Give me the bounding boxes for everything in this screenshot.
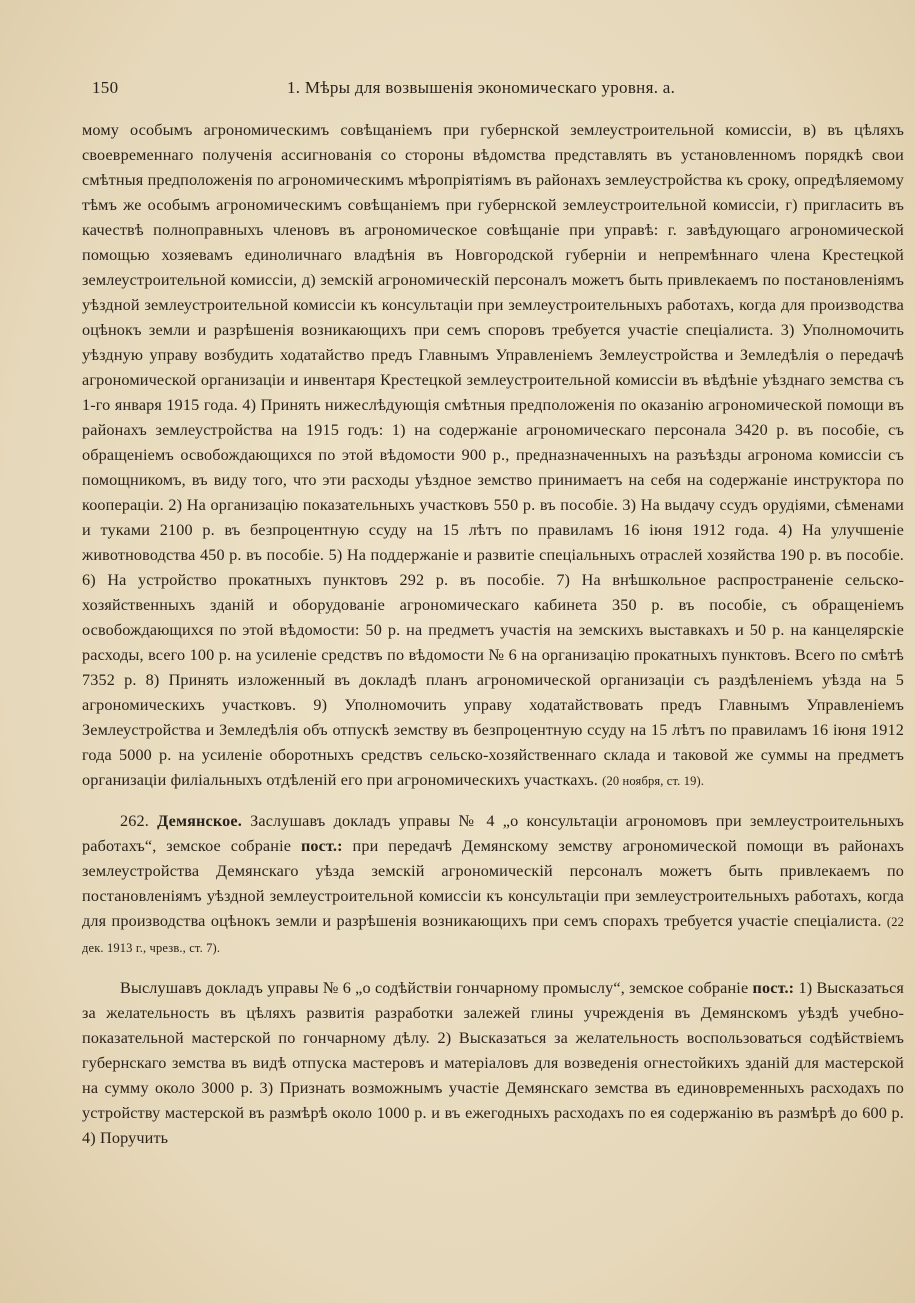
paragraph-text: при передачѣ Демянскому земству агрономической помощи въ районахъ землеустройства Демянскаго уѣзда земскій агрономическій персоналъ можетъ быть привлекаемъ по постановленіямъ уѣздной землеустроительной комиссіи къ консультаціи при землеустроительныхъ работахъ, когда для производства оцѣнокъ земли и разрѣшенія возникающихъ при семъ спорахъ требуется участіе спеціалиста.: [82, 837, 905, 930]
page-number: 150: [92, 78, 119, 97]
page-header: [92, 78, 812, 100]
paragraph-text: 1) Высказаться за желательность въ цѣляхъ развитія разработки залежей глины учрежденія въ Демянскомъ уѣздѣ учебно-показательной мастерской по гончарному дѣлу. 2) Высказаться за желательность воспользоваться содѣйствіемъ губернскаго земства въ видѣ отпуска мастеровъ и матеріаловъ для возведенія огнестойкихъ зданій для мастерской на сумму около 3000 р. 3) Признать возможнымъ участіе Демянскаго земства въ единовременныхъ расходахъ по устройству мастерской въ размѣрѣ около 1000 р. и въ ежегодныхъ расходахъ по ея содержанію въ размѣрѣ до 600 р. 4) Поручить: [82, 979, 905, 1147]
paragraph-text: мому особымъ агрономическимъ совѣщаніемъ при губернской землеустроительной комиссіи, в) въ цѣляхъ своевременнаго полученія ассигнованія со стороны вѣдомства представлять въ установленномъ порядкѣ свои смѣтныя предположенія по агрономическимъ мѣропріятіямъ въ районахъ землеустройства къ сроку, опредѣляемому тѣмъ же особымъ агрономическимъ совѣщаніемъ при губернской землеустроительной комиссіи, г) пригласить въ качествѣ полноправныхъ членовъ въ агрономическое совѣщаніе при управѣ: г. завѣдующаго агрономической помощью хозяевамъ единоличнаго владѣнія въ Новгородской губерніи и непремѣннаго члена Крестецкой землеустроительной комиссіи, д) земскій агрономическій персоналъ можетъ быть привлекаемъ по постановленіямъ уѣздной землеустроительной комиссіи къ консультаціи при землеустроительныхъ работахъ, когда для производства оцѣнокъ земли и разрѣшенія возникающихъ при семъ споровъ требуется участіе спеціалиста. 3) Уполномочить уѣздную управу возбудить ходатайство предъ Главнымъ Управленіемъ Землеустройства и Земледѣлія о передачѣ агрономической организаціи и инвентаря Крестецкой землеустроительной комиссіи въ вѣдѣніе уѣзднаго земства съ 1-го января 1915 года. 4) Принять нижеслѣдующія смѣтныя предположенія по оказанію агрономической помощи въ районахъ землеустройства на 1915 годъ: 1) на содержаніе агрономическаго персонала 3420 р. въ пособіе, съ обращеніемъ освобождающихся по этой вѣдомости 900 р., предназначенныхъ на разъѣзды агронома комиссіи съ помощникомъ, въ виду того, что эти расходы уѣздное земство принимаетъ на себя на содержаніе инструктора по коопераціи. 2) На организацію показательныхъ участковъ 550 р. въ пособіе. 3) На выдачу ссудъ орудіями, сѣменами и туками 2100 р. въ безпроцентную ссуду на 15 лѣтъ по правиламъ 16 іюня 1912 года. 4) На улучшеніе животноводства 450 р. въ пособіе. 5) На поддержаніе и развитіе спеціальныхъ отраслей хозяйства 190 р. въ пособіе. 6) На устройство прокатныхъ пунктовъ 292 р. въ пособіе. 7) На внѣшкольное распространеніе сельско-хозяйственныхъ зданій и оборудованіе агрономическаго кабинета 350 р. въ пособіе, съ обращеніемъ освобождающихся по этой вѣдомости: 50 р. на предметъ участія на земскихъ выставкахъ и 50 р. на канцелярскіе расходы, всего 100 р. на усиленіе средствъ по вѣдомости № 6 на организацію прокатныхъ пунктовъ. Всего по смѣтѣ 7352 р. 8) Принять изложенный въ докладѣ планъ агрономической организаціи съ раздѣленіемъ уѣзда на 5 агрономическихъ участковъ. 9) Уполномочить управу ходатайствовать предъ Главнымъ Управленіемъ Землеустройства и Земледѣлія объ отпускѣ земству въ безпроцентную ссуду на 15 лѣтъ по правиламъ 16 іюня 1912 года 5000 р. на усиленіе оборотныхъ средствъ сельско-хозяйственнаго склада и таковой же суммы на предметъ организаціи филіальныхъ отдѣленій его при агрономическихъ участкахъ.: [82, 121, 904, 789]
item-number: 262.: [120, 812, 149, 830]
body-text: [82, 118, 904, 1151]
citation: (22 дек. 1913 г., чрезв., ст. 7).: [82, 915, 904, 955]
paragraph-continuation: [82, 118, 904, 794]
paragraph-pottery: [82, 976, 904, 1151]
paragraph-text: Заслушавъ докладъ управы № 4 „о консультаціи агрономовъ при землеустроительныхъ работахъ“, земское собраніе: [82, 812, 905, 855]
place-name: Демянское.: [157, 812, 242, 830]
resolution-marker: пост.:: [752, 979, 795, 997]
paragraph-text: Выслушавъ докладъ управы № 6 „о содѣйствіи гончарному промыслу“, земское собраніе: [120, 979, 749, 997]
running-title: 1. Мѣры для возвышенія экономическаго уровня. а.: [287, 78, 676, 97]
resolution-marker: пост.:: [300, 837, 343, 855]
citation: (20 ноября, ст. 19).: [602, 774, 705, 788]
paragraph-262: [82, 809, 904, 961]
